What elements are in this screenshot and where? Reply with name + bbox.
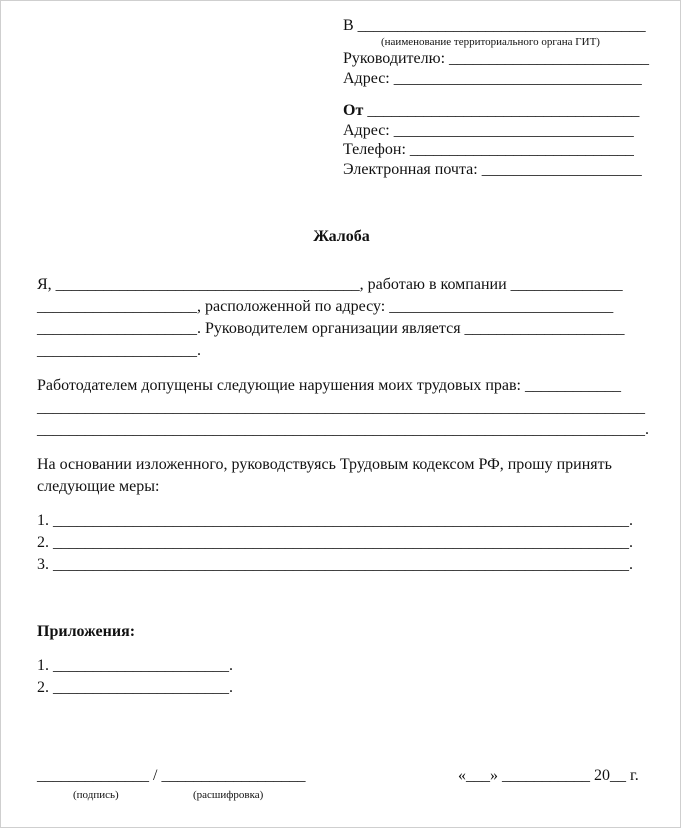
decode-caption: (расшифровка) — [193, 789, 264, 801]
addressee-caption: (наименование территориального органа ГИТ) — [381, 36, 600, 48]
paragraph-3-line-1: На основании изложенного, руководствуясь Трудовым кодексом РФ, прошу принять — [37, 456, 612, 473]
addressee-line: В ____________________________________ — [343, 17, 646, 34]
email-line: Электронная почта: ____________________ — [343, 161, 642, 178]
attachment-item: 2. ______________________. — [37, 679, 233, 696]
paragraph-1-line-4: ____________________. — [37, 342, 201, 359]
paragraph-2-line-1: Работодателем допущены следующие нарушения моих трудовых прав: ____________ — [37, 377, 621, 394]
signature-caption: (подпись) — [73, 789, 119, 801]
phone-line: Телефон: ____________________________ — [343, 141, 634, 158]
document-title: Жалоба — [313, 228, 370, 245]
paragraph-1-line-3: ____________________. Руководителем организации является ____________________ — [37, 320, 625, 337]
address-line-addressee: Адрес: _______________________________ — [343, 70, 642, 87]
paragraph-1-line-2: ____________________, расположенной по адресу: ____________________________ — [37, 298, 614, 315]
date-line: «___» ___________ 20__ г. — [458, 767, 639, 784]
from-line — [343, 101, 639, 121]
measure-item: 1. ________________________________________________________________________. — [37, 512, 633, 529]
paragraph-1-line-1: Я, ______________________________________, работаю в компании ______________ — [37, 276, 623, 293]
from-blank: __________________________________ — [363, 102, 640, 119]
paragraph-3-line-2: следующие меры: — [37, 478, 160, 495]
measure-item: 2. ________________________________________________________________________. — [37, 534, 633, 551]
measure-item: 3. ________________________________________________________________________. — [37, 556, 633, 573]
paragraph-2-line-3: ____________________________________________________________________________. — [37, 421, 649, 438]
head-line: Руководителю: _________________________ — [343, 50, 650, 67]
from-label: От — [343, 102, 364, 119]
attachment-item: 1. ______________________. — [37, 657, 233, 674]
signature-line: ______________ / __________________ — [37, 767, 306, 784]
attachments-heading: Приложения: — [37, 623, 136, 640]
paragraph-2-line-2: ____________________________________________________________________________ — [37, 399, 645, 416]
address-line-sender: Адрес: ______________________________ — [343, 122, 634, 139]
